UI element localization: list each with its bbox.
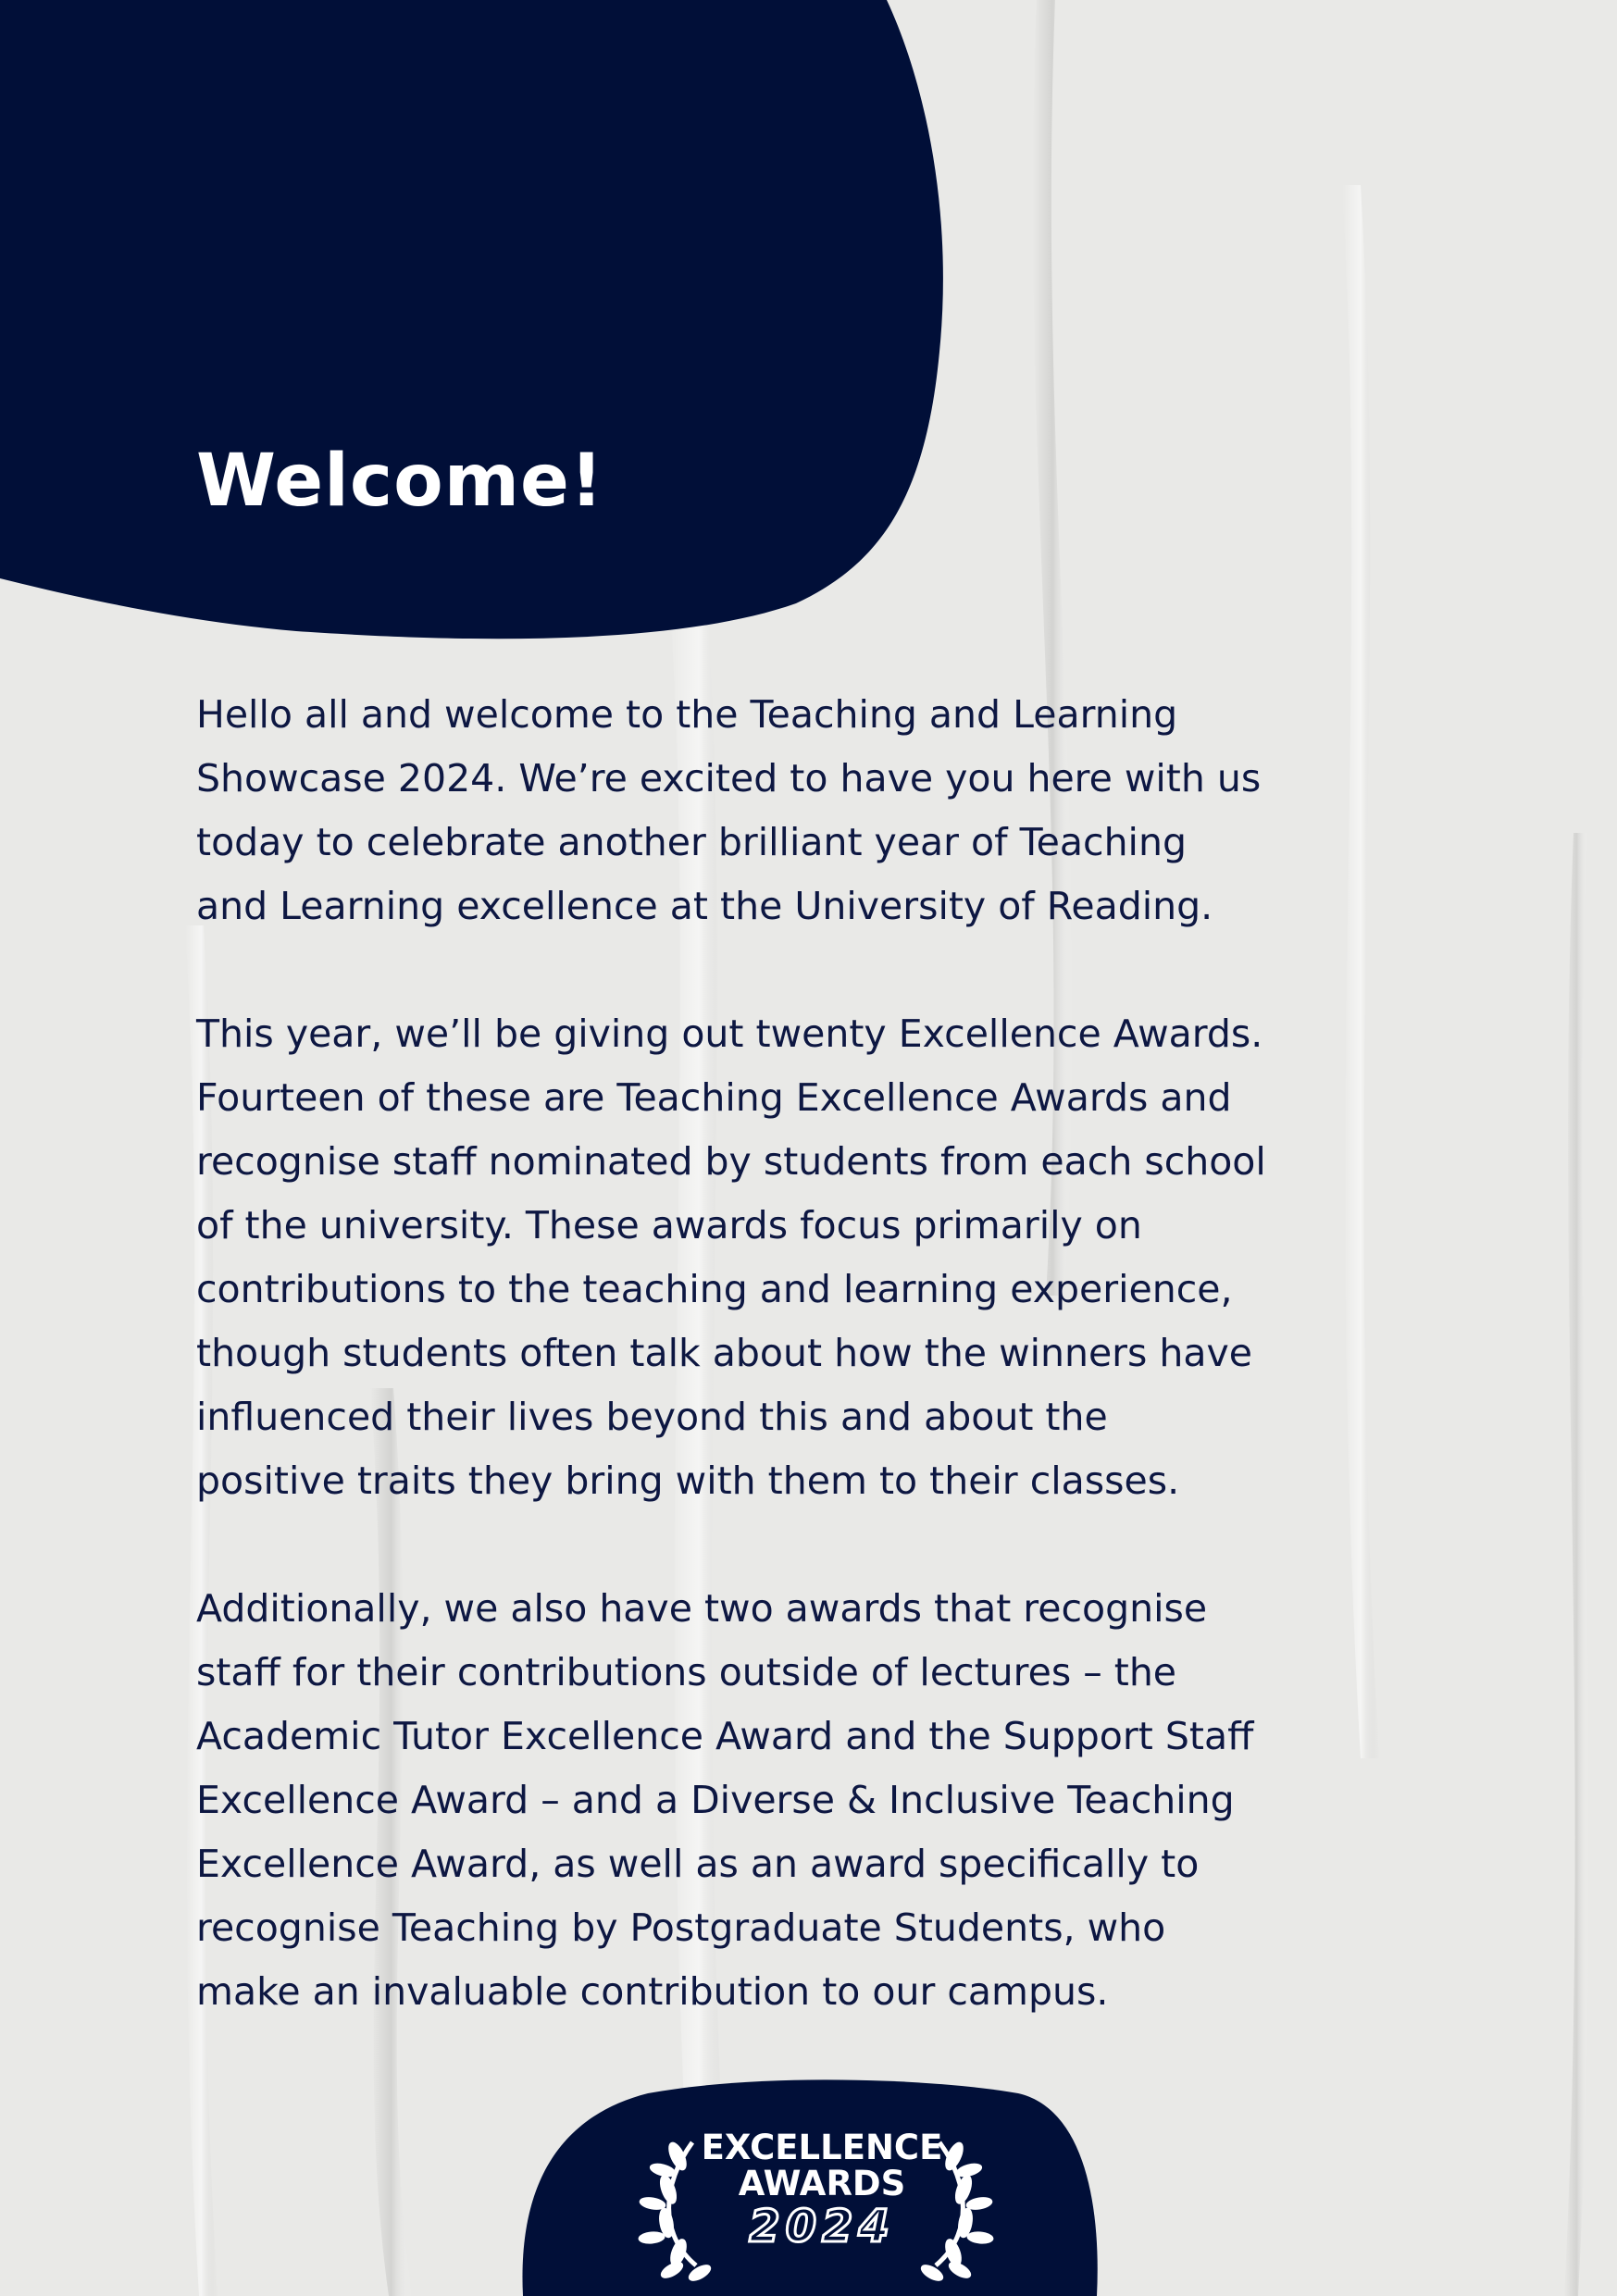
text-line: influenced their lives beyond this and about the bbox=[196, 1395, 1108, 1439]
text-line: though students often talk about how the winners have bbox=[196, 1331, 1253, 1375]
text-line: Fourteen of these are Teaching Excellence Awards and bbox=[196, 1075, 1232, 1120]
text-line: make an invaluable contribution to our campus. bbox=[196, 1969, 1109, 2014]
text-line: Showcase 2024. We’re excited to have you here with us bbox=[196, 756, 1262, 800]
text-line: staff for their contributions outside of lectures – the bbox=[196, 1650, 1177, 1694]
text-line: Excellence Award, as well as an award specifically to bbox=[196, 1842, 1200, 1886]
text-line: Additionally, we also have two awards that recognise bbox=[196, 1586, 1208, 1631]
text-line: This year, we’ll be giving out twenty Excellence Awards. bbox=[196, 1011, 1263, 1056]
text-line: today to celebrate another brilliant year of Teaching bbox=[196, 820, 1187, 864]
text-line: positive traits they bring with them to their classes. bbox=[196, 1458, 1180, 1503]
text-line: Excellence Award – and a Diverse & Inclusive Teaching bbox=[196, 1778, 1235, 1822]
page-title: Welcome! bbox=[196, 440, 604, 523]
text-line: recognise Teaching by Postgraduate Students, who bbox=[196, 1905, 1166, 1950]
text-line: recognise staff nominated by students from each school bbox=[196, 1139, 1266, 1184]
text-line: Academic Tutor Excellence Award and the Support Staff bbox=[196, 1714, 1254, 1758]
text-line: Hello all and welcome to the Teaching and Learning bbox=[196, 692, 1178, 737]
badge-year: 2024 bbox=[749, 2201, 895, 2253]
text-line: contributions to the teaching and learning experience, bbox=[196, 1267, 1233, 1311]
text-line: of the university. These awards focus primarily on bbox=[196, 1203, 1142, 1247]
badge-line-excellence: EXCELLENCE bbox=[701, 2128, 943, 2167]
text-line: and Learning excellence at the University of Reading. bbox=[196, 884, 1213, 928]
badge-line-awards: AWARDS bbox=[738, 2164, 906, 2203]
